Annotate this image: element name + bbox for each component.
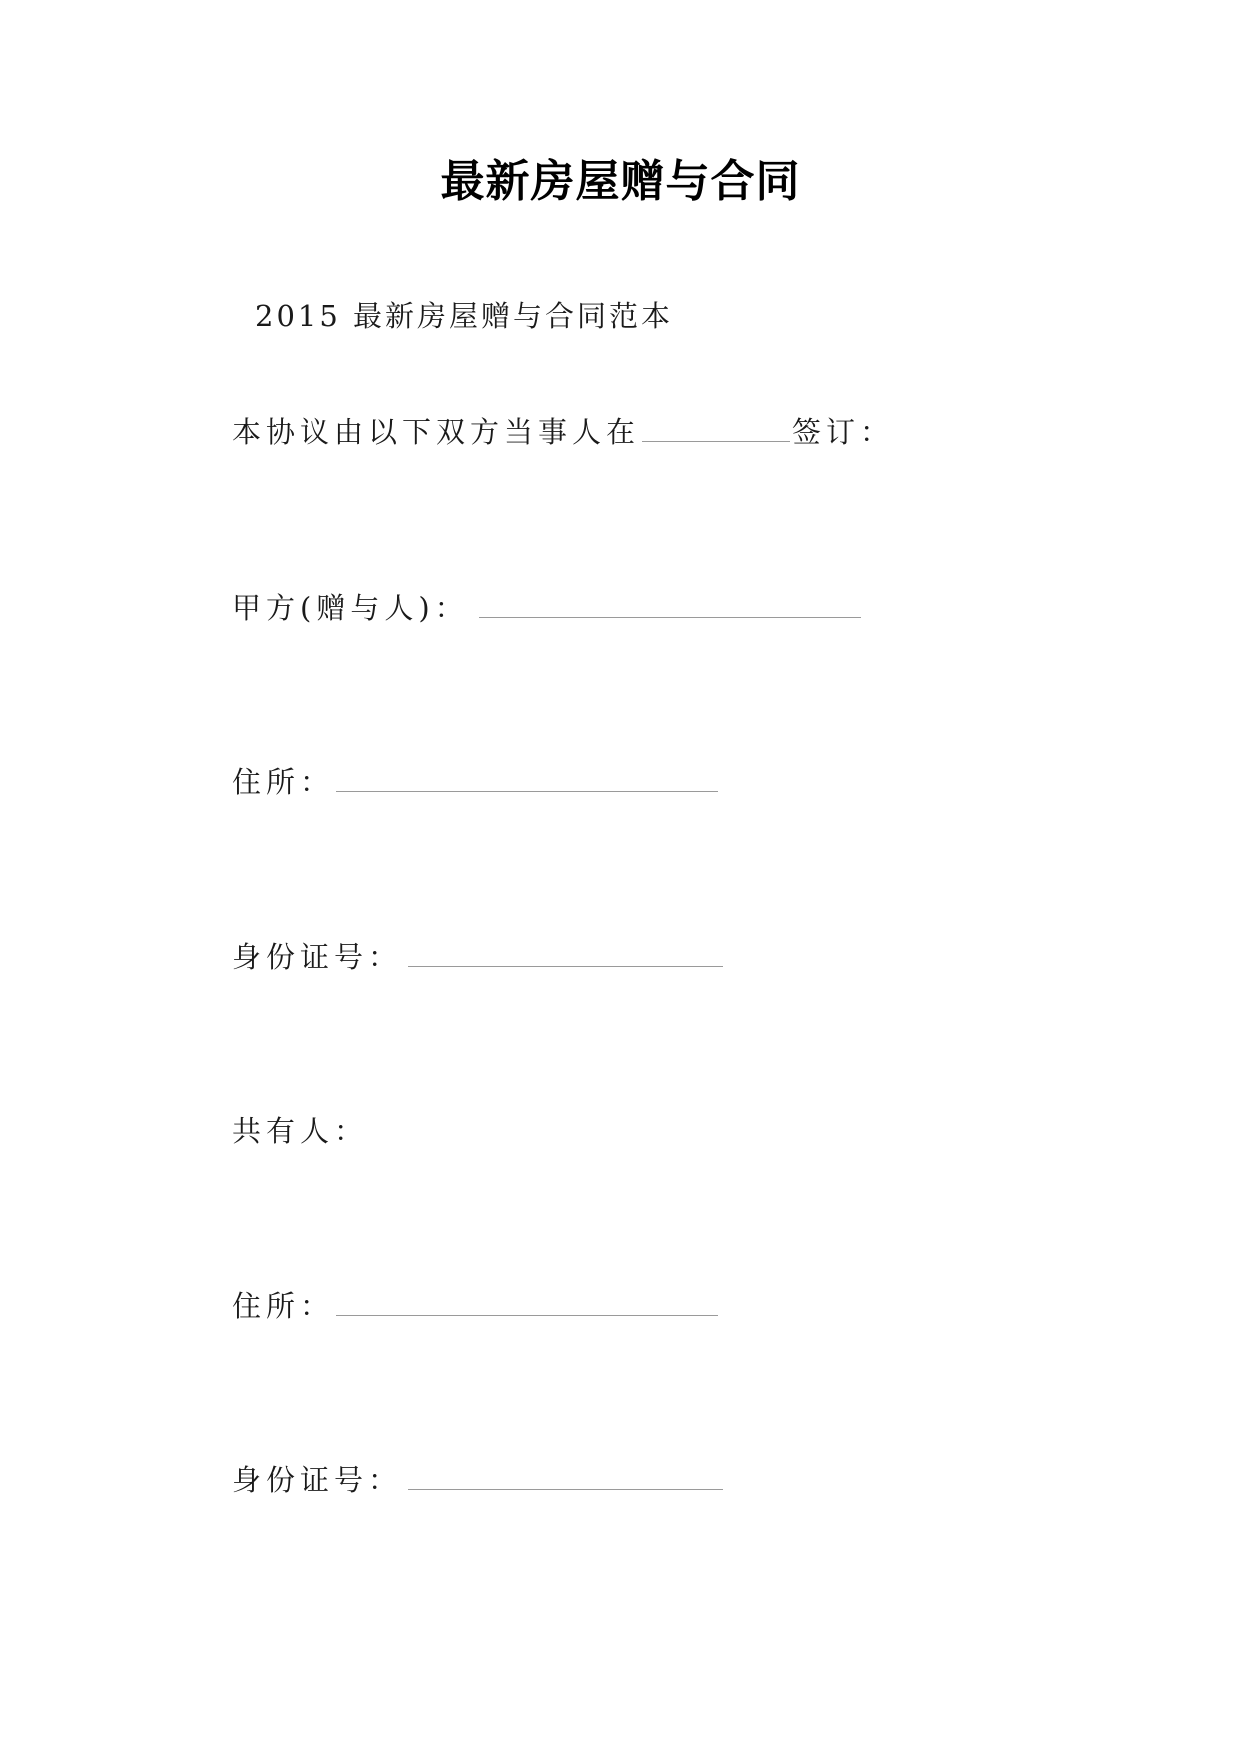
co-owner-address-blank: [336, 1290, 718, 1316]
party-a-address-label: 住所：: [232, 765, 335, 799]
co-owner-id-line: [232, 1460, 725, 1500]
party-a-id-label: 身份证号：: [232, 940, 403, 974]
co-owner-address-line: [232, 1286, 720, 1326]
party-a-address-line: [232, 762, 720, 802]
co-owner-line: [232, 1111, 368, 1151]
co-owner-address-label: 住所：: [232, 1289, 335, 1323]
agreement-intro-text: 本协议由以下双方当事人在: [232, 415, 641, 449]
party-a-name-blank: [479, 592, 861, 618]
party-a-line: [232, 588, 863, 628]
agreement-intro-line: [232, 412, 894, 452]
co-owner-label: 共有人：: [232, 1114, 369, 1148]
document-subtitle: 2015 最新房屋赠与合同范本: [255, 299, 674, 333]
party-a-label: 甲方(赠与人)：: [232, 591, 469, 625]
co-owner-id-label: 身份证号：: [232, 1463, 403, 1497]
party-a-id-line: [232, 937, 725, 977]
party-a-address-blank: [336, 766, 718, 792]
party-a-id-blank: [408, 941, 723, 967]
document-title: 最新房屋赠与合同: [440, 156, 801, 207]
co-owner-id-blank: [408, 1464, 723, 1490]
signing-place-blank: [642, 416, 790, 442]
agreement-intro-suffix: 签订：: [792, 415, 895, 449]
